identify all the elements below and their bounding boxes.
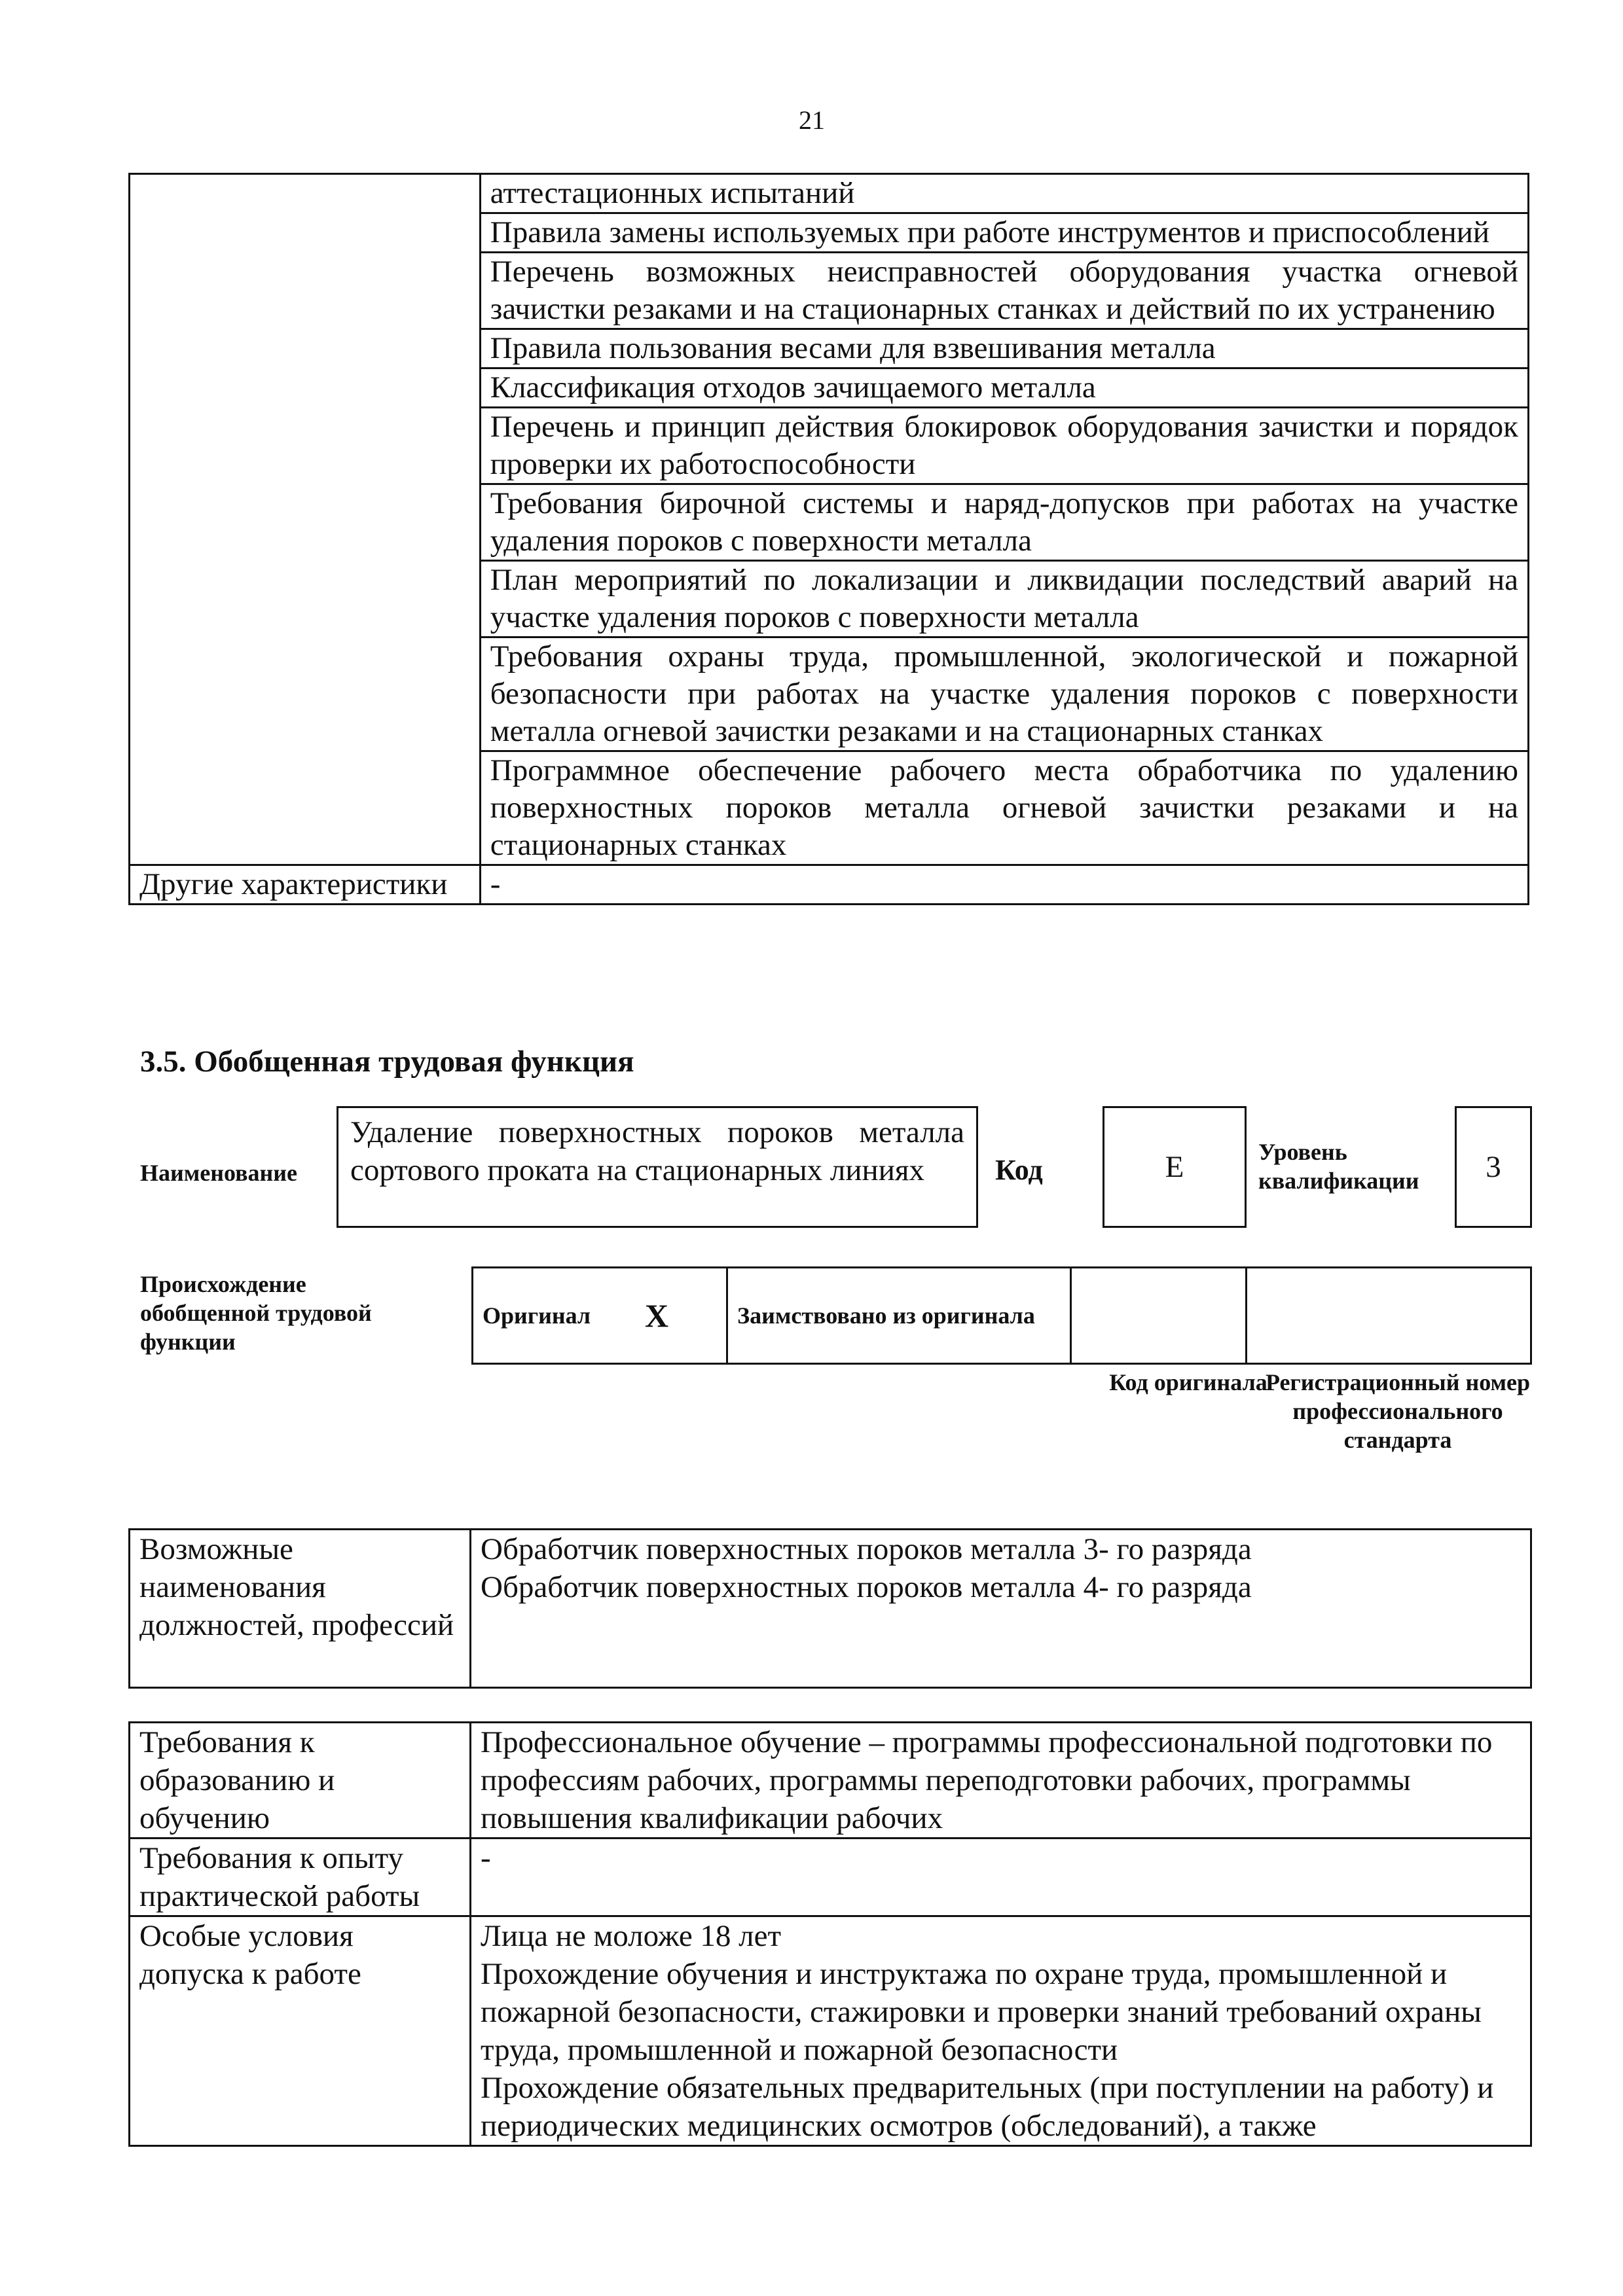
table-row: [130, 1839, 1531, 1916]
knowledge-item: Перечень и принцип действия блокировок оборудования зачистки и порядок проверки их работоспособности: [480, 408, 1528, 484]
special-condition-item: Лица не моложе 18 лет: [481, 1919, 782, 1953]
experience-value: -: [471, 1839, 1531, 1916]
position-item: Обработчик поверхностных пороков металла 4- го разряда: [481, 1570, 1252, 1604]
level-label: Уровень квалификации: [1258, 1139, 1419, 1194]
table-row: [130, 1723, 1531, 1839]
original-code-cell: [1071, 1268, 1247, 1364]
code-original-caption: Код оригинала: [1109, 1369, 1267, 1395]
special-conditions-label: Особые условия допуска к работе: [130, 1916, 471, 2146]
table-row: [130, 865, 1529, 905]
knowledge-item: аттестационных испытаний: [480, 174, 1528, 213]
table-row: [130, 1916, 1531, 2146]
special-conditions-list: [471, 1916, 1531, 2146]
education-label: Требования к образованию и обучению: [130, 1723, 471, 1839]
function-name-box: Удаление поверхностных пороков металла сортового проката на стационарных линиях: [337, 1106, 978, 1228]
positions-table: [128, 1528, 1532, 1689]
education-value: Профессиональное обучение – программы профессиональной подготовки по профессиям рабочих, программы переподготовки рабочих, программы повышения квалификации рабочих: [471, 1723, 1531, 1839]
section-title: 3.5. Обобщенная трудовая функция: [140, 1045, 634, 1079]
borrowed-label: Заимствовано из оригинала: [727, 1268, 1071, 1364]
page-number: 21: [799, 105, 825, 135]
knowledge-item: Правила замены используемых при работе инструментов и приспособлений: [480, 213, 1528, 253]
other-characteristics-label: Другие характеристики: [130, 865, 481, 905]
requirements-table: [128, 1721, 1532, 2147]
special-condition-item: Прохождение обязательных предварительных (при поступлении на работу) и периодических медицинских осмотров (обследований), а также: [481, 2071, 1494, 2143]
code-box: E: [1103, 1106, 1247, 1228]
level-box: 3: [1455, 1106, 1532, 1228]
knowledge-item: Программное обеспечение рабочего места обработчика по удалению поверхностных пороков металла огневой зачистки резаками и на стационарных станках: [480, 751, 1528, 865]
knowledge-item: Правила пользования весами для взвешивания металла: [480, 329, 1528, 368]
knowledge-item: Требования охраны труда, промышленной, экологической и пожарной безопасности при работах на участке удаления пороков с поверхности металла огневой зачистки резаками и на стационарных станках: [480, 637, 1528, 751]
origin-label: Происхождение обобщенной трудовой функции: [140, 1271, 372, 1355]
original-cell: [473, 1268, 727, 1364]
name-label: Наименование: [140, 1160, 297, 1186]
code-label: Код: [995, 1154, 1043, 1186]
row-label: [130, 174, 481, 865]
registration-caption: Регистрационный номер профессионального стандарта: [1265, 1369, 1531, 1453]
knowledge-table: [128, 173, 1529, 905]
special-condition-item: Прохождение обучения и инструктажа по охране труда, промышленной и пожарной безопасности, стажировки и проверки знаний требований охраны труда, промышленной и пожарной безопасности: [481, 1957, 1482, 2067]
table-row: [130, 174, 1529, 213]
position-item: Обработчик поверхностных пороков металла 3- го разряда: [481, 1532, 1252, 1566]
table-row: [130, 1530, 1531, 1688]
knowledge-item: Перечень возможных неисправностей оборудования участка огневой зачистки резаками и на стационарных станках и действий по их устранению: [480, 253, 1528, 329]
original-label: Оригинал: [483, 1302, 591, 1329]
experience-label: Требования к опыту практической работы: [130, 1839, 471, 1916]
table-row: [473, 1268, 1531, 1364]
original-mark: X: [645, 1297, 669, 1334]
knowledge-item: Требования бирочной системы и наряд-допусков при работах на участке удаления пороков с поверхности металла: [480, 484, 1528, 561]
origin-table: [471, 1266, 1532, 1365]
other-characteristics-value: -: [480, 865, 1528, 905]
registration-number-cell: [1247, 1268, 1531, 1364]
knowledge-item: План мероприятий по локализации и ликвидации последствий аварий на участке удаления пороков с поверхности металла: [480, 561, 1528, 637]
positions-label: Возможные наименования должностей, профессий: [130, 1530, 471, 1688]
knowledge-item: Классификация отходов зачищаемого металла: [480, 368, 1528, 408]
positions-list: [471, 1530, 1531, 1688]
